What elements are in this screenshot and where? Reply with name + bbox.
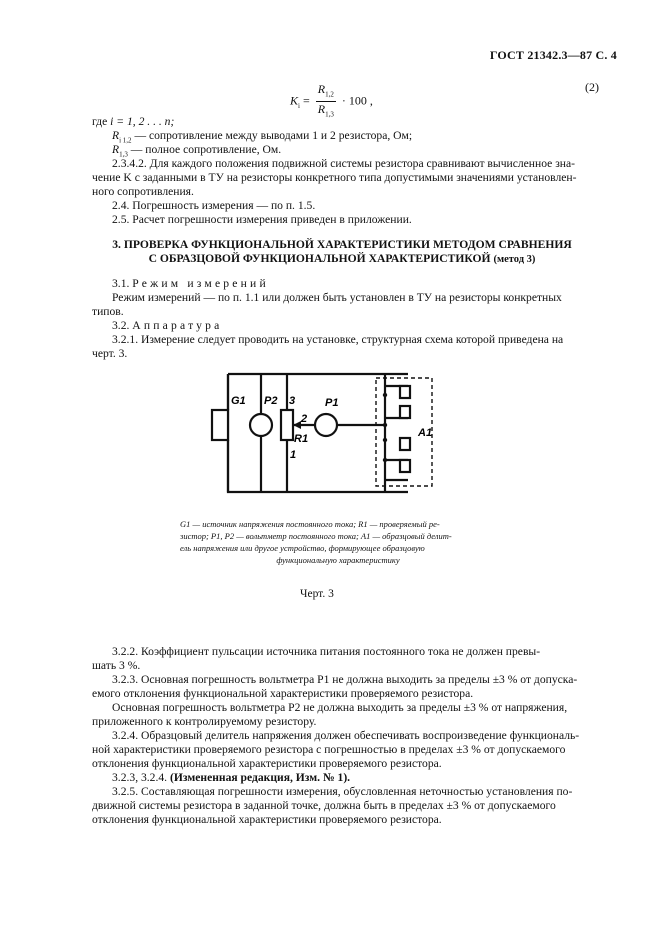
section-3-title-line2: С ОБРАЗЦОВОЙ ФУНКЦИОНАЛЬНОЙ ХАРАКТЕРИСТИКОЙ (метод 3) xyxy=(148,252,536,265)
formula-numerator: R xyxy=(317,82,326,96)
section-31-text-line2: типов. xyxy=(92,305,124,318)
a1-resistor-top xyxy=(400,386,410,398)
r1-resistor-symbol xyxy=(281,410,293,440)
label-r1: R1 xyxy=(294,433,309,445)
amendment-note: 3.2.3, 3.2.4. (Измененная редакция, Изм. № 1). xyxy=(112,771,351,784)
definition-where: где i = 1, 2 . . . n; xyxy=(92,115,175,128)
a1-resistor-bottom xyxy=(400,438,410,450)
section-3-title-line1: 3. ПРОВЕРКА ФУНКЦИОНАЛЬНОЙ ХАРАКТЕРИСТИКИ МЕТОДОМ СРАВНЕНИЯ xyxy=(112,238,572,251)
paragraph-322-line1: 3.2.2. Коэффициент пульсации источника питания постоянного тока не должен превы- xyxy=(112,645,541,658)
label-2: 2 xyxy=(301,413,308,425)
section-3-method: (метод 3) xyxy=(493,254,536,265)
paragraph-325-line2: движной системы резистора в заданной точке, должна быть в пределах ±3 % от допускаемого xyxy=(92,799,556,812)
label-p1: P1 xyxy=(325,397,339,409)
section-31-text-line1: Режим измерений — по п. 1.1 или должен быть установлен в ТУ на резисторы конкретных xyxy=(112,291,562,304)
formula-denominator-sub: 1,3 xyxy=(325,110,334,119)
definition-r12: $R_{i 1,2}$ — сопротивление между выводами 1 и 2 резистора, Ом; xyxy=(112,129,413,145)
circuit-diagram xyxy=(180,360,480,510)
equation-number: (2) xyxy=(585,80,599,94)
figure-caption-line1: G1 — источник напряжения постоянного тока; R1 — проверяемый ре- xyxy=(180,519,440,529)
definition-r13: $R_{1,3}$ — полное сопротивление, Ом. xyxy=(112,143,282,159)
paragraph-324-line1: 3.2.4. Образцовый делитель напряжения должен обеспечивать воспроизведение функциональ- xyxy=(112,729,580,742)
label-1: 1 xyxy=(290,449,297,461)
section-321-line2: черт. 3. xyxy=(92,347,128,360)
paragraph-323-line1: 3.2.3. Основная погрешность вольтметра P1 не должна выходить за пределы ±3 % от допуска- xyxy=(112,673,578,686)
p1-voltmeter-symbol xyxy=(315,414,337,436)
paragraph-323c-line2: приложенного к контролируемому резистору. xyxy=(92,715,317,728)
document-header: ГОСТ 21342.3—87 С. 4 xyxy=(489,48,617,62)
section-321-line1: 3.2.1. Измерение следует проводить на установке, структурная схема которой приведена на xyxy=(112,333,564,346)
paragraph-322-line2: шать 3 %. xyxy=(92,659,141,672)
figure-caption-line4: функциональную характеристику xyxy=(276,555,400,565)
definition-i-range: i = 1, 2 . . . n; xyxy=(110,115,175,128)
formula-numerator-sub: 1,2 xyxy=(325,90,334,99)
label-p2: P2 xyxy=(264,395,278,407)
paragraph-25: 2.5. Расчет погрешности измерения приведен в приложении. xyxy=(112,213,412,226)
formula-lhs-sub: i xyxy=(298,102,300,111)
paragraph-324-line3: отклонения функциональной характеристики проверяемого резистора. xyxy=(92,757,442,770)
paragraph-24: 2.4. Погрешность измерения — по п. 1.5. xyxy=(112,199,316,212)
paragraph-323c-line1: Основная погрешность вольтметра P2 не должна выходить за пределы ±3 % от напряжения, xyxy=(112,701,568,714)
paragraph-324-line2: ной характеристики проверяемого резистора с погрешностью в пределах ±3 % от допускаемого xyxy=(92,743,566,756)
p2-voltmeter-symbol xyxy=(250,414,272,436)
paragraph-325-line1: 3.2.5. Составляющая погрешности измерения, обусловленная неточностью установления по- xyxy=(112,785,573,798)
section-32-heading: 3.2. Аппаратура xyxy=(112,319,223,332)
figure-caption-line3: ель напряжения или другое устройство, формирующее образцовую xyxy=(180,543,425,553)
figure-label: Черт. 3 xyxy=(300,588,334,600)
formula-denominator: R xyxy=(317,102,326,117)
formula-lhs: K xyxy=(290,93,299,108)
section-31-heading: 3.1. Режим измерений xyxy=(112,277,269,290)
figure-caption-line2: зистор; P1, P2 — вольтметр постоянного тока; A1 — образцовый делит- xyxy=(180,531,452,541)
label-a1: A1 xyxy=(418,427,433,439)
paragraph-2342-line1: 2.3.4.2. Для каждого положения подвижной системы резистора сравнивают вычисленное зна- xyxy=(112,157,575,170)
paragraph-323-line2: емого отклонения функциональной характеристики проверяемого резистора. xyxy=(92,687,474,700)
formula: $K_i$ = $\frac{R_{1,2}}{R_{1,3}}$ · 100 , xyxy=(290,82,373,122)
label-g1: G1 xyxy=(231,395,246,407)
label-3: 3 xyxy=(289,395,296,407)
paragraph-2342-line3: ного сопротивления. xyxy=(92,185,194,198)
formula-tail: · 100 , xyxy=(341,93,373,108)
paragraph-2342-line2: чение K с заданными в ТУ на резисторы конкретного типа допустимыми значениями установлен- xyxy=(92,171,577,184)
paragraph-325-line3: отклонения функциональной характеристики проверяемого резистора. xyxy=(92,813,442,826)
